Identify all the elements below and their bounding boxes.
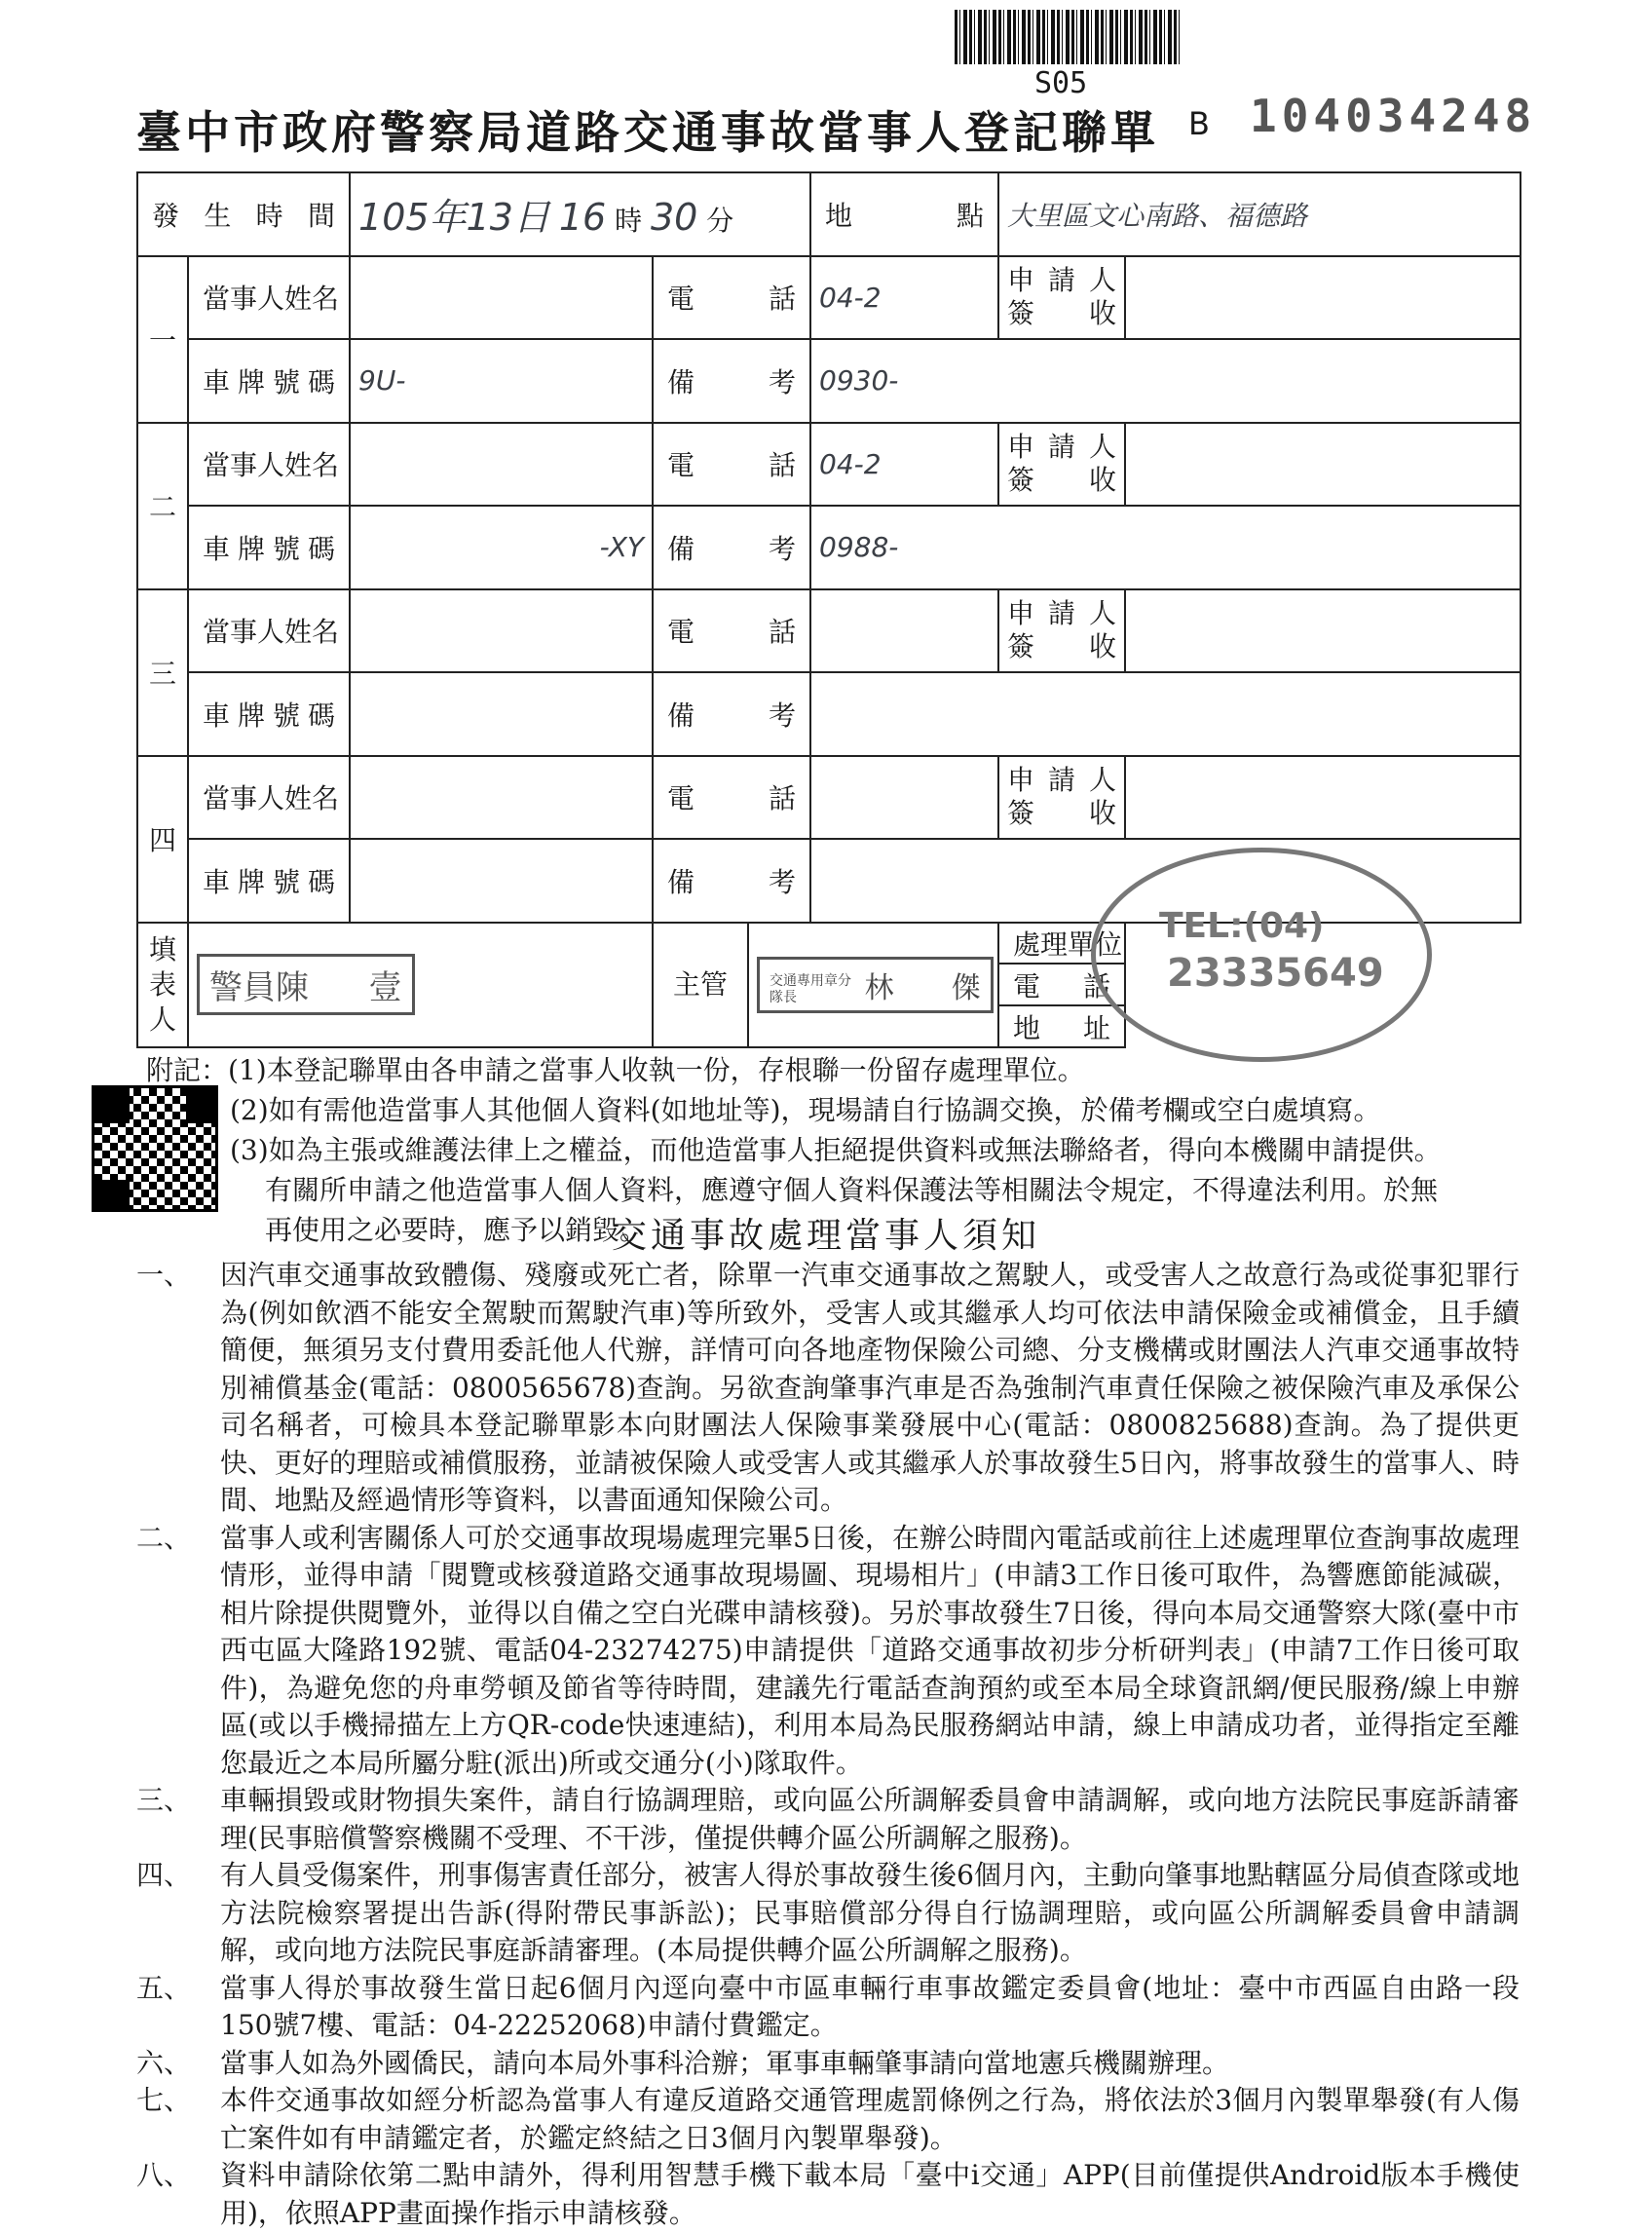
handwritten-place: 大里區文心南路、福德路 [998,172,1521,256]
note-3c: 再使用之必要時，應予以銷毀。 [265,1214,648,1246]
officer-stamp-text: 警員陳 [209,968,309,1008]
guide-item-number: 五、 [136,1971,192,2004]
guide-item-text: 車輛損毀或財物損失案件，請自行協調理賠，或向區公所調解委員會申請調解，或向地方法院民事庭訴請審理(民事賠償警察機關不受理、不干涉，僅提供轉介區公所調解之服務)。 [220,1784,1520,1854]
party-4-name-value [350,756,653,840]
party-1-remarks-label: 備考 [653,339,810,423]
party-3-remarks-label: 備考 [653,672,810,756]
guide-item-text: 當事人或利害關係人可於交通事故現場處理完畢5日後，在辦公時間內電話或前往上述處理單位查詢事故處理情形，並得申請「閱覽或核發道路交通事故現場圖、現場相片」(申請3工作日後可取件，為響應節能減碳，相片除提供閱覽外，並得以自備之空白光碟申請核發)。另於事故發生7日後，得向本局交通警察大隊(臺中市西屯區大隆路192號、電話04-23274275)申請提供「道路交通事故初步分析研判表」(申請7工作日後可取件)，為避免您的舟車勞頓及節省等待時間，建議先行電話查詢預約或至本局全球資訊網/便民服務/線上申辦區(或以手機掃描左上方QR-code快速連結)，利用本局為民服務網站申請，線上申請成功者，並得指定至離您最近之本局所屬分駐(派出)所或交通分(小)隊取件。 [220,1521,1520,1779]
unit-address-label: 地址 [998,1005,1125,1047]
party-4-remarks-label: 備考 [653,839,810,923]
form-letter: B [1188,105,1210,142]
group-2-label: 二 [137,423,188,589]
officer-stamp-tail: 壹 [368,968,402,1008]
guide-item [136,1257,1520,1520]
supervisor-stamp-small: 交通專用章分隊長 [770,972,852,1005]
party-3-plate-value [350,672,653,756]
guide-item-number: 八、 [136,2159,192,2191]
party-3-name-value [350,589,653,673]
notes-prefix: 附記： [146,1054,229,1086]
guide-item [136,1520,1520,1783]
applicant-label: 申請人 [1007,764,1117,797]
signature-label: 簽收 [1007,630,1117,663]
guide-item-text: 本件交通事故如經分析認為當事人有違反道路交通管理處罰條例之行為，將依法於3個月內製單舉發(有人傷亡案件如有申請鑑定者，於鑑定終結之日3個月內製單舉發)。 [220,2084,1520,2154]
party-1-remarks-value: 0930- [810,339,1521,423]
party-1-name-row [137,256,1521,340]
redacted-block [903,968,942,998]
guide-item-number: 七、 [136,2084,192,2116]
supervisor-label: 主管 [653,923,748,1047]
group-3-label: 三 [137,589,188,756]
place-label: 地點 [810,172,998,256]
redacted-block [319,969,358,999]
party-1-sign-value [1125,256,1521,340]
party-2-plate-value: -XY [350,506,653,589]
party-2-plate-row [137,506,1521,589]
party-1-phone-label: 電話 [653,256,810,340]
seal-tel-number: 23335649 [1167,951,1384,996]
party-3-plate-label: 車牌號碼 [188,672,350,756]
guide-item [136,2082,1520,2157]
seal-tel-label: TEL:(04) [1159,906,1325,946]
supervisor-stamp [757,957,994,1013]
party-4-phone-label: 電話 [653,756,810,840]
guide-item [136,2045,1520,2083]
party-2-name-value [350,423,653,507]
handling-unit-label: 處理單位 [998,923,1125,965]
party-1-name-label: 當事人姓名 [188,256,350,340]
party-4-phone-value [810,756,998,840]
party-1-name-value [350,256,653,340]
serial-code: S05 [1034,66,1088,100]
guide-item-number: 三、 [136,1784,192,1816]
party-3-phone-value [810,589,998,673]
party-2-name-label: 當事人姓名 [188,423,350,507]
party-1-phone-value: 04-2 [810,256,998,340]
party-4-sign-value [1125,756,1521,840]
occurrence-time-label: 發生時間 [137,172,350,256]
party-3-name-label: 當事人姓名 [188,589,350,673]
guide-item [136,1970,1520,2045]
occurrence-time-cell [350,172,810,256]
guide-item-number: 四、 [136,1859,192,1891]
form-title: 臺中市政府警察局道路交通事故當事人登記聯單 [136,106,1159,159]
party-3-sign-label [998,589,1125,673]
group-1-label: 一 [137,256,188,423]
applicant-label: 申請人 [1007,597,1117,630]
handwritten-minute: 30 [651,196,698,240]
party-4-sign-label [998,756,1125,840]
guide-item-text: 資料申請除依第二點申請外，得利用智慧手機下載本局「臺中i交通」APP(目前僅提供Android版本手機使用)，依照APP畫面操作指示申請核發。 [220,2159,1520,2229]
party-4-name-label: 當事人姓名 [188,756,350,840]
filler-label: 填表人 [137,923,188,1047]
party-3-sign-value [1125,589,1521,673]
guide-item-number: 一、 [136,1259,192,1291]
guide-item [136,1782,1520,1857]
signature-label: 簽收 [1007,297,1117,330]
party-2-sign-label [998,423,1125,507]
group-4-label: 四 [137,756,188,923]
officer-stamp [197,954,415,1015]
occurrence-row [137,172,1521,256]
note-3: (3)如為主張或維護法律上之權益，而他造當事人拒絕提供資料或無法聯絡者，得向本機關申請提供。 [230,1134,1442,1166]
supervisor-stamp-tail: 傑 [951,970,981,1005]
party-3-plate-row [137,672,1521,756]
supervisor-stamp-cell [748,923,998,1047]
party-2-plate-label: 車牌號碼 [188,506,350,589]
guide-title: 交通事故處理當事人須知 [611,1216,1040,1256]
party-2-phone-label: 電話 [653,423,810,507]
signature-label: 簽收 [1007,464,1117,497]
handwritten-hour: 16 [558,196,607,240]
note-1 [146,1050,1529,1090]
guide-item-number: 二、 [136,1521,192,1554]
supervisor-stamp-name: 林 [864,970,894,1005]
note-3b: 有關所申請之他造當事人個人資料，應遵守個人資料保護法等相關法令規定，不得違法利用。於無 [265,1174,1439,1206]
minute-label: 分 [706,205,734,238]
guide-list [136,1257,1520,2232]
party-3-phone-label: 電話 [653,589,810,673]
party-1-plate-row [137,339,1521,423]
guide-item [136,2157,1520,2232]
barcode [955,10,1181,64]
guide-item-text: 因汽車交通事故致體傷、殘廢或死亡者，除單一汽車交通事故之駕駛人，或受害人之故意行為或從事犯罪行為(例如飲酒不能安全駕駛而駕駛汽車)等所致外，受害人或其繼承人均可依法申請保險金或補償金，且手續簡便，無須另支付費用委託他人代辦，詳情可向各地產物保險公司總、分支機構或財團法人汽車交通事故特別補償基金(電話：0800565678)查詢。另欲查詢肇事汽車是否為強制汽車責任保險之被保險汽車及承保公司名稱者，可檢具本登記聯單影本向財團法人保險事業發展中心(電話：0800825688)查詢。為了提供更快、更好的理賠或補償服務，並請被保險人或受害人或其繼承人於事故發生5日內，將事故發生的當事人、時間、地點及經過情形等資料，以書面通知保險公司。 [220,1259,1520,1516]
party-2-remarks-value: 0988- [810,506,1521,589]
party-4-plate-label: 車牌號碼 [188,839,350,923]
party-2-sign-value [1125,423,1521,507]
handwritten-date: 105年13日 [358,196,550,240]
note-1-text: (1)本登記聯單由各申請之當事人收執一份，存根聯一份留存處理單位。 [228,1054,1085,1086]
note-2: (2)如有需他造當事人其他個人資料(如地址等)，現場請自行協調交換，於備考欄或空白處填寫。 [230,1094,1381,1126]
hour-label: 時 [615,205,643,238]
guide-item-text: 當事人得於事故發生當日起6個月內逕向臺中市區車輛行車事故鑑定委員會(地址：臺中市西區自由路一段150號7樓、電話：04-22252068)申請付費鑑定。 [220,1971,1520,2041]
party-4-plate-value [350,839,653,923]
party-1-plate-label: 車牌號碼 [188,339,350,423]
guide-item-text: 有人員受傷案件，刑事傷害責任部分，被害人得於事故發生後6個月內，主動向肇事地點轄區分局偵查隊或地方法院檢察署提出告訴(得附帶民事訴訟)；民事賠償部分得自行協調理賠，或向區公所調解委員會申請調解，或向地方法院民事庭訴請審理。(本局提供轉介區公所調解之服務)。 [220,1859,1520,1966]
party-3-remarks-value [810,672,1521,756]
unit-phone-label: 電話 [998,964,1125,1005]
filler-stamp-cell [188,923,653,1047]
party-4-name-row [137,756,1521,840]
guide-item-number: 六、 [136,2046,192,2079]
party-1-sign-label [998,256,1125,340]
applicant-label: 申請人 [1007,431,1117,464]
applicant-label: 申請人 [1007,264,1117,297]
party-2-name-row [137,423,1521,507]
party-2-remarks-label: 備考 [653,506,810,589]
party-3-name-row [137,589,1521,673]
party-2-phone-value: 04-2 [810,423,998,507]
guide-item-text: 當事人如為外國僑民，請向本局外事科洽辦；軍事車輛肇事請向當地憲兵機關辦理。 [220,2046,1230,2079]
party-1-plate-value: 9U- [350,339,653,423]
signature-label: 簽收 [1007,797,1117,830]
guide-item [136,1857,1520,1970]
form-number: 104034248 [1250,90,1537,142]
